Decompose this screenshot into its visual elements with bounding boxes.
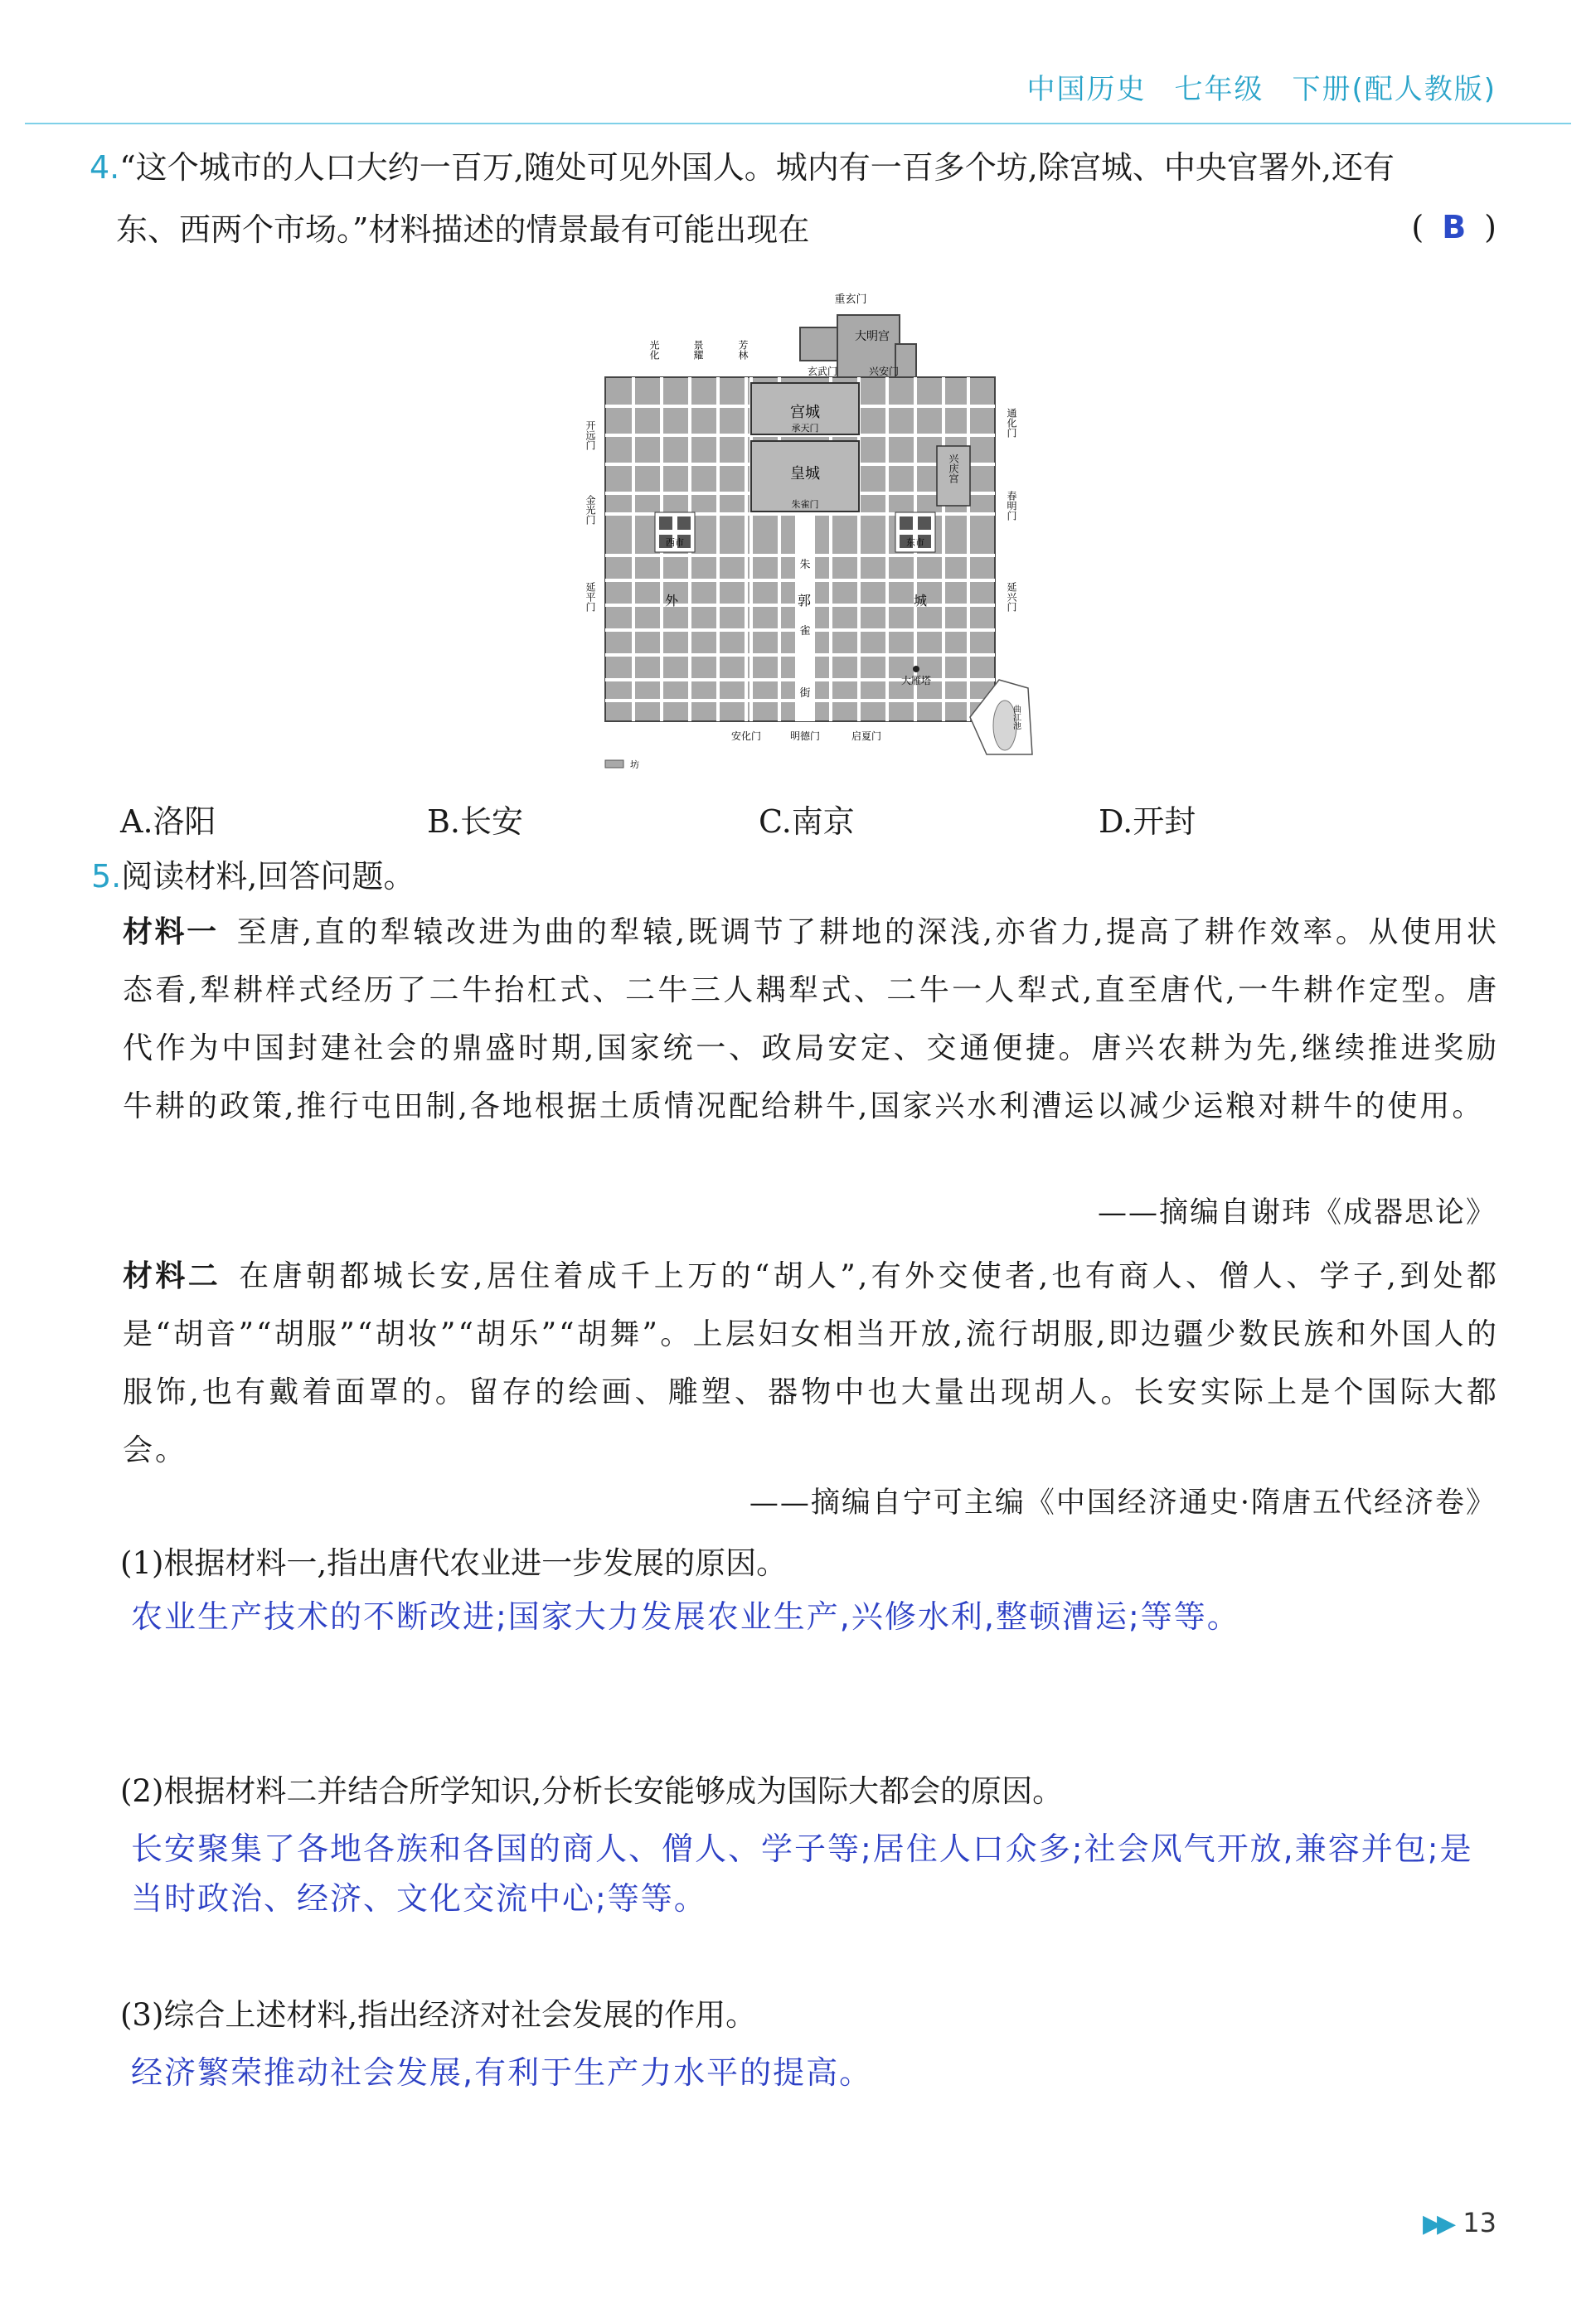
q5-prompt-line xyxy=(91,858,415,896)
header-subject: 中国历史 xyxy=(1026,73,1147,106)
option-d: D.开封 xyxy=(1099,803,1196,840)
label-wai: 外 xyxy=(664,593,679,609)
label-fanglin: 芳林 xyxy=(737,340,749,360)
dayan-pagoda-marker xyxy=(913,666,919,672)
header-divider xyxy=(25,123,1571,124)
material2 xyxy=(123,1248,1499,1480)
answer-paren-open: ( xyxy=(1411,209,1424,245)
label-jinguang: 金光门 xyxy=(585,495,596,525)
legend-swatch xyxy=(605,760,623,768)
label-chunming: 春明门 xyxy=(1006,491,1017,521)
q4-line1 xyxy=(90,149,1395,187)
header-grade: 七年级 xyxy=(1174,73,1264,106)
page-header xyxy=(998,66,1497,107)
label-guo: 郭 xyxy=(797,593,812,609)
label-guanghua: 光化 xyxy=(648,340,660,360)
q4-text-line2: 东、西两个市场。”材料描述的情景最有可能出现在 xyxy=(116,211,810,248)
page-number-text: 13 xyxy=(1463,2207,1497,2238)
q4-answer-box xyxy=(1411,209,1497,245)
changan-map-svg xyxy=(580,265,1045,779)
material2-source: ——摘编自宁可主编《中国经济通史·隋唐五代经济卷》 xyxy=(749,1486,1497,1520)
option-c: C.南京 xyxy=(759,803,855,840)
answer-2: 长安聚集了各地各族和各国的商人、僧人、学子等;居住人口众多;社会风气开放,兼容并包;是当时政治、经济、文化交流中心;等等。 xyxy=(131,1831,1473,1917)
q4-answer: B xyxy=(1442,209,1467,245)
label-xingan: 兴安门 xyxy=(868,366,900,377)
label-anhua: 安化门 xyxy=(730,730,762,742)
material1-label: 材料一 xyxy=(123,915,219,949)
sub-question-1: (1)根据材料一,指出唐代农业进一步发展的原因。 xyxy=(120,1545,788,1581)
option-a: A.洛阳 xyxy=(120,803,216,840)
label-jingyao: 景耀 xyxy=(692,340,704,360)
q5-prompt: 阅读材料,回答问题。 xyxy=(121,858,415,895)
page-arrow-icon: ▶▶ xyxy=(1422,2209,1452,2238)
label-yanping: 延平门 xyxy=(585,582,596,612)
q4-number: 4. xyxy=(90,149,120,186)
answer-paren-close: ) xyxy=(1484,209,1497,245)
label-jie: 街 xyxy=(799,687,811,700)
material2-text: 在唐朝都城长安,居住着成千上万的“胡人”,有外交使者,也有商人、僧人、学子,到处都是“胡音”“胡服”“胡妆”“胡乐”“胡舞”。上层妇女相当开放,流行胡服,即边疆少数民族和外国人的服饰,也有戴着面罩的。留存的绘画、雕塑、器物中也大量出现胡人。长安实际上是个国际大都会。 xyxy=(123,1259,1499,1467)
q4-text-line1: “这个城市的人口大约一百万,随处可见外国人。城内有一百多个坊,除宫城、中央官署外,还有 xyxy=(119,149,1395,186)
label-xingqing: 兴庆宫 xyxy=(948,453,959,483)
material1-source: ——摘编自谢玮《成器思论》 xyxy=(1097,1196,1497,1229)
label-xishi: 西市 xyxy=(666,537,684,548)
sub-question-3: (3)综合上述材料,指出经济对社会发展的作用。 xyxy=(120,1997,757,2033)
label-zhuque: 朱雀门 xyxy=(791,499,819,510)
label-dayan: 大雁塔 xyxy=(900,675,932,686)
label-mingde: 明德门 xyxy=(789,730,821,742)
label-kaiyuan: 开远门 xyxy=(585,420,596,450)
label-daming: 大明宫 xyxy=(855,330,890,343)
q5-number: 5. xyxy=(91,858,122,895)
sub-question-2: (2)根据材料二并结合所学知识,分析长安能够成为国际大都会的原因。 xyxy=(120,1773,1064,1809)
label-zhu: 朱 xyxy=(799,559,811,571)
changan-map xyxy=(580,265,1045,779)
answer-3: 经济繁荣推动社会发展,有利于生产力水平的提高。 xyxy=(131,2054,873,2091)
label-dongshi: 东市 xyxy=(906,537,924,548)
label-que: 雀 xyxy=(799,625,811,638)
label-chengtian: 承天门 xyxy=(791,423,819,434)
label-gongcheng: 宫城 xyxy=(790,404,820,421)
label-qixia: 启夏门 xyxy=(851,730,882,742)
material1 xyxy=(123,904,1499,1136)
page-number xyxy=(1423,2207,1497,2238)
label-huangcheng: 皇城 xyxy=(790,465,820,482)
material2-label: 材料二 xyxy=(123,1259,221,1293)
legend-label: 坊 xyxy=(630,759,639,770)
label-tonghua: 通化门 xyxy=(1006,408,1017,438)
label-cheng: 城 xyxy=(913,593,928,609)
answer-1: 农业生产技术的不断改进;国家大力发展农业生产,兴修水利,整顿漕运;等等。 xyxy=(131,1598,1240,1635)
q4-line2 xyxy=(116,211,809,250)
label-xuanwu: 玄武门 xyxy=(807,366,838,377)
label-qujiang: 曲江池 xyxy=(1011,705,1021,730)
option-b: B.长安 xyxy=(427,803,524,840)
label-chongxuan: 重玄门 xyxy=(834,293,867,306)
material1-text: 至唐,直的犁辕改进为曲的犁辕,既调节了耕地的深浅,亦省力,提高了耕作效率。从使用状态看,犁耕样式经历了二牛抬杠式、二牛三人耦犁式、二牛一人犁式,直至唐代,一牛耕作定型。唐代作为中国封建社会的鼎盛时期,国家统一、政局安定、交通便捷。唐兴农耕为先,继续推进奖励牛耕的政策,推行屯田制,各地根据土质情况配给耕牛,国家兴水利漕运以减少运粮对耕牛的使用。 xyxy=(123,915,1499,1123)
header-edition: 下册(配人教版) xyxy=(1292,73,1497,106)
label-yanxing: 延兴门 xyxy=(1006,582,1017,612)
